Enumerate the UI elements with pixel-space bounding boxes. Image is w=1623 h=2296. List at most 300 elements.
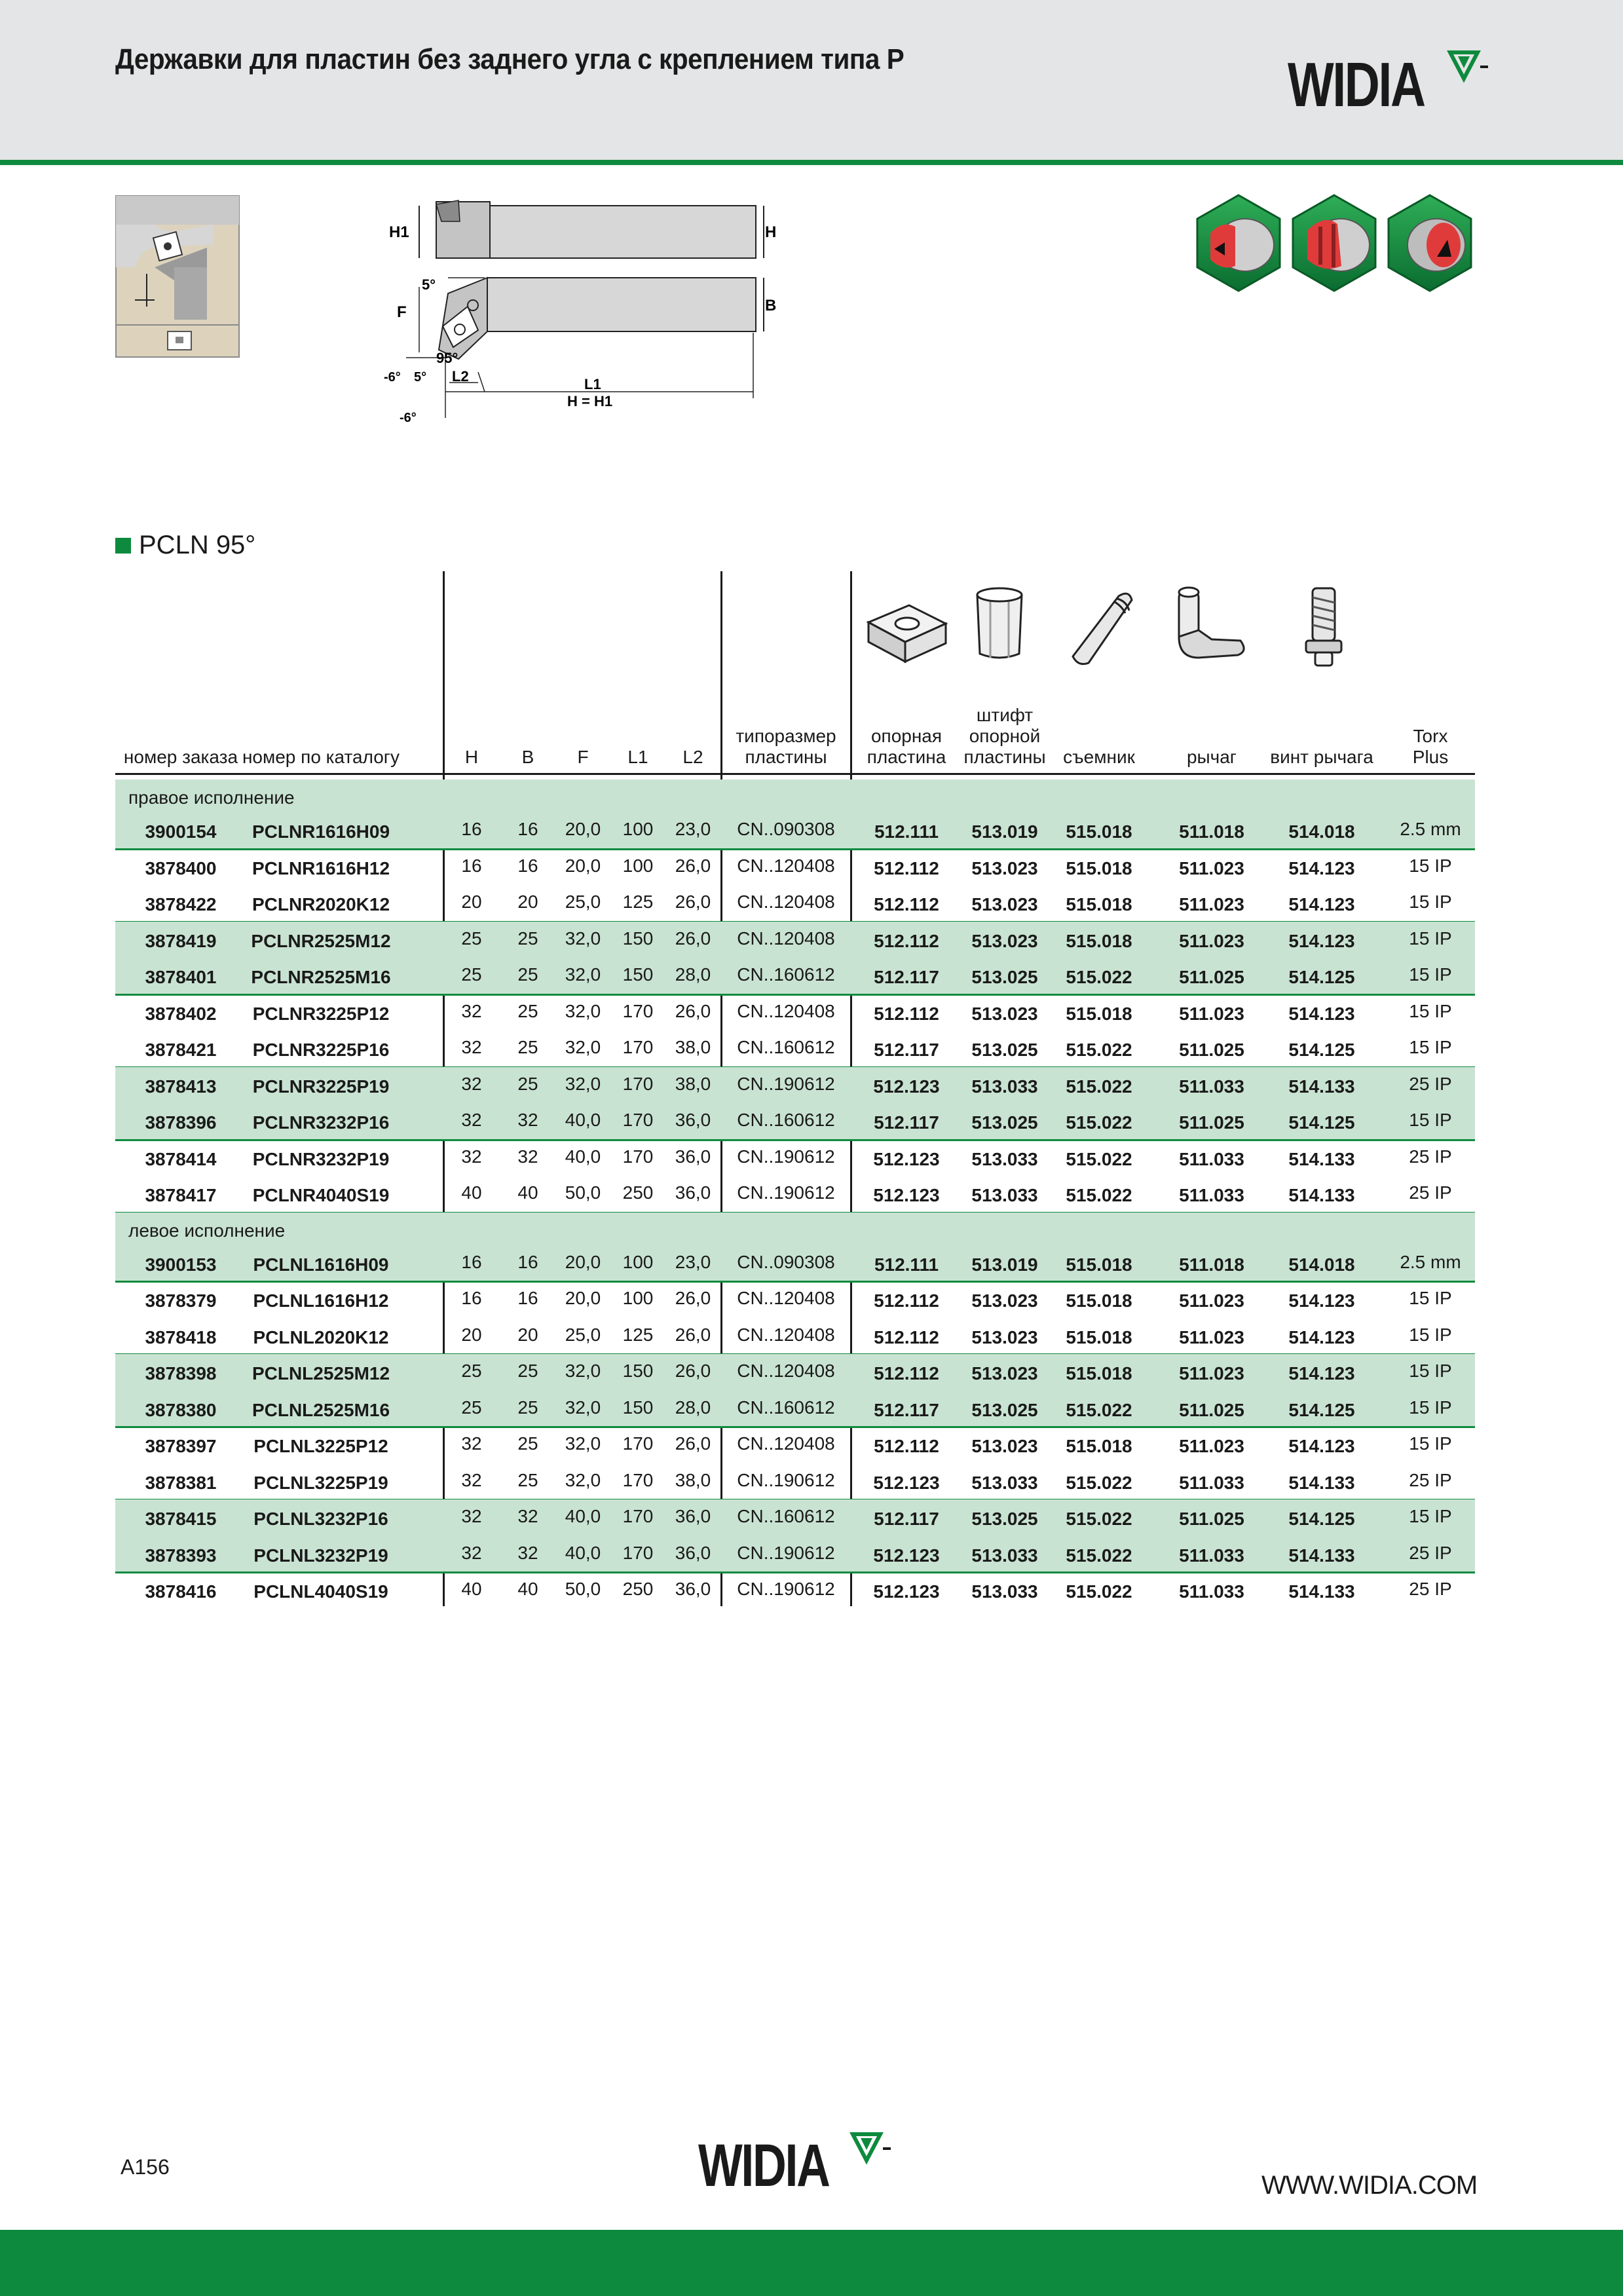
cell-b: 25 xyxy=(517,1037,538,1057)
cell-l2: 23,0 xyxy=(675,819,711,839)
column-header-l2: L2 xyxy=(682,747,703,767)
cell-f: 32,0 xyxy=(565,1073,601,1094)
cell-punch: 515.018 xyxy=(1066,1436,1132,1456)
cell-order: 3878418 xyxy=(145,1327,217,1347)
cell-catalog: PCLNL4040S19 xyxy=(253,1581,388,1602)
cell-insert: CN..120408 xyxy=(737,1433,835,1454)
cell-order: 3878402 xyxy=(145,1003,217,1024)
cell-h: 32 xyxy=(461,1542,482,1563)
cell-pin: 513.033 xyxy=(971,1581,1038,1602)
cell-torx: 25 IP xyxy=(1409,1146,1452,1167)
cell-pin: 513.023 xyxy=(971,1327,1038,1347)
cell-b: 25 xyxy=(517,1000,538,1021)
cell-h: 16 xyxy=(461,1288,482,1308)
cell-pin: 513.033 xyxy=(971,1148,1038,1169)
cell-l2: 26,0 xyxy=(675,855,711,876)
column-header-lever: рычаг xyxy=(1186,747,1237,767)
cell-f: 32,0 xyxy=(565,1361,601,1381)
cell-torx: 15 IP xyxy=(1409,1110,1452,1130)
column-header-insert: типоразмер пластины xyxy=(736,726,836,767)
cell-lever: 511.033 xyxy=(1179,1472,1244,1493)
tool-dimension-drawing xyxy=(380,195,777,431)
cell-screw: 514.133 xyxy=(1288,1472,1355,1493)
cell-f: 20,0 xyxy=(565,1251,601,1272)
cell-torx: 2.5 mm xyxy=(1400,1251,1461,1272)
cell-insert: CN..090308 xyxy=(737,819,835,839)
cell-l1: 250 xyxy=(622,1579,654,1599)
cell-lever: 511.023 xyxy=(1179,1003,1244,1024)
cell-punch: 515.022 xyxy=(1066,1581,1132,1602)
cell-catalog: PCLNL3225P19 xyxy=(253,1472,388,1493)
cell-shim: 512.112 xyxy=(874,930,939,951)
cell-lever: 511.025 xyxy=(1179,1509,1244,1529)
cell-pin: 513.025 xyxy=(971,1112,1038,1133)
cell-torx: 25 IP xyxy=(1409,1182,1452,1203)
cell-l2: 36,0 xyxy=(675,1506,711,1526)
cell-catalog: PCLNL3232P16 xyxy=(253,1509,388,1529)
column-header-screw: винт рычага xyxy=(1270,747,1373,767)
cell-lever: 511.023 xyxy=(1179,857,1244,878)
cell-l1: 170 xyxy=(622,1469,654,1490)
cell-pin: 513.023 xyxy=(971,857,1038,878)
cell-screw: 514.133 xyxy=(1288,1185,1355,1205)
cell-l2: 26,0 xyxy=(675,1324,711,1345)
cell-pin: 513.025 xyxy=(971,1509,1038,1529)
header-logo xyxy=(1288,50,1491,120)
cell-l1: 170 xyxy=(622,1037,654,1057)
cell-insert: CN..120408 xyxy=(737,1000,835,1021)
column-header-b: B xyxy=(521,747,534,767)
cell-screw: 514.018 xyxy=(1288,821,1355,842)
cell-torx: 15 IP xyxy=(1409,855,1452,876)
column-header-torx: Torx Plus xyxy=(1412,726,1449,767)
cell-pin: 513.019 xyxy=(971,1254,1038,1275)
cell-screw: 514.123 xyxy=(1288,1436,1355,1456)
cell-l1: 170 xyxy=(622,1110,654,1130)
cell-l1: 150 xyxy=(622,1397,654,1418)
cell-b: 32 xyxy=(517,1146,538,1167)
cell-screw: 514.125 xyxy=(1288,1399,1355,1420)
cell-insert: CN..120408 xyxy=(737,928,835,949)
cell-screw: 514.123 xyxy=(1288,930,1355,951)
cell-catalog: PCLNR3232P19 xyxy=(252,1148,390,1169)
cell-l2: 38,0 xyxy=(675,1037,711,1057)
cell-order: 3878398 xyxy=(145,1363,217,1383)
cell-h: 40 xyxy=(461,1579,482,1599)
cell-insert: CN..120408 xyxy=(737,892,835,912)
cell-catalog: PCLNL3225P12 xyxy=(253,1436,388,1456)
facing-icon xyxy=(1389,195,1471,291)
cell-lever: 511.025 xyxy=(1179,1399,1244,1420)
footer-logo xyxy=(698,2132,893,2199)
cell-catalog: PCLNR2020K12 xyxy=(252,894,390,914)
column-header-f: F xyxy=(577,747,589,767)
cell-insert: CN..160612 xyxy=(737,1397,835,1418)
cell-shim: 512.112 xyxy=(874,1327,939,1347)
cell-screw: 514.123 xyxy=(1288,1363,1355,1383)
cell-l1: 100 xyxy=(622,855,654,876)
cell-order: 3878381 xyxy=(145,1472,217,1493)
cell-order: 3878422 xyxy=(145,894,217,914)
cell-insert: CN..190612 xyxy=(737,1146,835,1167)
cell-order: 3878380 xyxy=(145,1399,217,1420)
cell-h: 16 xyxy=(461,1251,482,1272)
cell-screw: 514.123 xyxy=(1288,857,1355,878)
cell-l1: 100 xyxy=(622,1288,654,1308)
cell-l1: 250 xyxy=(622,1182,654,1203)
cell-f: 20,0 xyxy=(565,1288,601,1308)
cell-pin: 513.023 xyxy=(971,894,1038,914)
lever-screw-icon xyxy=(1301,583,1347,669)
cell-shim: 512.117 xyxy=(874,1399,939,1420)
row-group-divider xyxy=(115,1426,1475,1428)
footer-logo-wordmark: WIDIA xyxy=(698,2132,829,2199)
cell-b: 16 xyxy=(517,1288,538,1308)
cell-order: 3878400 xyxy=(145,857,217,878)
cell-shim: 512.111 xyxy=(874,821,939,842)
label-f: F xyxy=(397,303,407,321)
cell-order: 3878397 xyxy=(145,1436,217,1456)
cell-insert: CN..190612 xyxy=(737,1182,835,1203)
cell-f: 40,0 xyxy=(565,1506,601,1526)
cell-screw: 514.125 xyxy=(1288,967,1355,987)
cell-order: 3878421 xyxy=(145,1040,217,1060)
cell-screw: 514.133 xyxy=(1288,1545,1355,1566)
cell-punch: 515.022 xyxy=(1066,1399,1132,1420)
cell-b: 25 xyxy=(517,964,538,985)
cell-f: 40,0 xyxy=(565,1110,601,1130)
cell-b: 16 xyxy=(517,855,538,876)
cell-torx: 15 IP xyxy=(1409,1037,1452,1057)
profiling-icon xyxy=(1293,195,1375,291)
column-header-punch: съемник xyxy=(1063,747,1135,767)
cell-l2: 38,0 xyxy=(675,1469,711,1490)
cell-lever: 511.023 xyxy=(1179,1363,1244,1383)
label-angle-5-bottom: 5° xyxy=(414,370,427,385)
cell-pin: 513.023 xyxy=(971,1363,1038,1383)
cell-punch: 515.018 xyxy=(1066,930,1132,951)
cell-f: 32,0 xyxy=(565,1000,601,1021)
cell-l1: 150 xyxy=(622,1361,654,1381)
cell-insert: CN..120408 xyxy=(737,1361,835,1381)
cell-catalog: PCLNR3225P16 xyxy=(252,1040,390,1060)
cell-l1: 170 xyxy=(622,1000,654,1021)
cell-h: 20 xyxy=(461,892,482,912)
cell-catalog: PCLNL1616H12 xyxy=(253,1290,389,1311)
cell-l1: 170 xyxy=(622,1506,654,1526)
cell-b: 16 xyxy=(517,819,538,839)
cell-torx: 15 IP xyxy=(1409,1397,1452,1418)
page-title: Державки для пластин без заднего угла с креплением типа P xyxy=(115,43,905,75)
label-angle-95: 95° xyxy=(436,350,458,366)
cell-h: 32 xyxy=(461,1469,482,1490)
cell-insert: CN..160612 xyxy=(737,1110,835,1130)
cell-f: 25,0 xyxy=(565,892,601,912)
cell-torx: 25 IP xyxy=(1409,1469,1452,1490)
cell-shim: 512.123 xyxy=(873,1185,940,1205)
cell-insert: CN..120408 xyxy=(737,1288,835,1308)
cell-h: 25 xyxy=(461,928,482,949)
cell-torx: 15 IP xyxy=(1409,1324,1452,1345)
column-header-l1: L1 xyxy=(627,747,648,767)
cell-lever: 511.033 xyxy=(1179,1581,1244,1602)
cell-b: 25 xyxy=(517,928,538,949)
cell-l1: 100 xyxy=(622,819,654,839)
shim-pin-icon xyxy=(968,586,1031,664)
section-title-text: PCLN 95° xyxy=(139,531,256,559)
cell-screw: 514.125 xyxy=(1288,1112,1355,1133)
cell-h: 32 xyxy=(461,1037,482,1057)
label-angle-minus6-a: -6° xyxy=(384,370,401,385)
cell-f: 50,0 xyxy=(565,1182,601,1203)
cell-l2: 36,0 xyxy=(675,1579,711,1599)
cell-l2: 26,0 xyxy=(675,892,711,912)
cell-insert: CN..120408 xyxy=(737,1324,835,1345)
cell-catalog: PCLNL2525M12 xyxy=(252,1363,390,1383)
cell-l1: 125 xyxy=(622,1324,654,1345)
group-label: левое исполнение xyxy=(128,1220,286,1241)
cell-catalog: PCLNL2020K12 xyxy=(253,1327,389,1347)
cell-b: 32 xyxy=(517,1506,538,1526)
cell-order: 3878417 xyxy=(145,1185,217,1205)
cell-shim: 512.117 xyxy=(874,1509,939,1529)
footer-widia-triangle-icon xyxy=(851,2132,893,2168)
cell-insert: CN..190612 xyxy=(737,1469,835,1490)
cell-l1: 150 xyxy=(622,928,654,949)
cell-torx: 2.5 mm xyxy=(1400,819,1461,839)
column-header-pin: штифт опорной пластины xyxy=(963,705,1046,767)
cell-catalog: PCLNL1616H09 xyxy=(253,1254,389,1275)
cell-shim: 512.123 xyxy=(873,1472,940,1493)
row-group-divider xyxy=(115,848,1475,850)
row-group-divider xyxy=(115,1139,1475,1141)
group-label: правое исполнение xyxy=(128,787,295,808)
cell-shim: 512.112 xyxy=(874,857,939,878)
cell-torx: 15 IP xyxy=(1409,964,1452,985)
logo-wordmark: WIDIA xyxy=(1288,50,1425,120)
cell-f: 32,0 xyxy=(565,1397,601,1418)
cell-punch: 515.022 xyxy=(1066,1509,1132,1529)
cell-l2: 28,0 xyxy=(675,1397,711,1418)
row-group-divider xyxy=(115,994,1475,996)
cell-shim: 512.112 xyxy=(874,894,939,914)
cell-shim: 512.117 xyxy=(874,967,939,987)
cell-order: 3900153 xyxy=(145,1254,217,1275)
cell-punch: 515.022 xyxy=(1066,1185,1132,1205)
cell-l1: 170 xyxy=(622,1146,654,1167)
cell-torx: 15 IP xyxy=(1409,1000,1452,1021)
cell-torx: 15 IP xyxy=(1409,1506,1452,1526)
cell-f: 32,0 xyxy=(565,1469,601,1490)
cell-shim: 512.112 xyxy=(874,1290,939,1311)
shim-icon xyxy=(863,596,950,668)
label-h-equals-h1: H = H1 xyxy=(567,393,613,409)
footer-bar xyxy=(0,2230,1623,2296)
cell-l2: 26,0 xyxy=(675,1361,711,1381)
cell-h: 20 xyxy=(461,1324,482,1345)
cell-h: 16 xyxy=(461,819,482,839)
cell-pin: 513.023 xyxy=(971,1003,1038,1024)
cell-order: 3900154 xyxy=(145,821,217,842)
cell-order: 3878415 xyxy=(145,1509,217,1529)
cell-punch: 515.022 xyxy=(1066,1112,1132,1133)
cell-h: 40 xyxy=(461,1182,482,1203)
cell-pin: 513.025 xyxy=(971,1399,1038,1420)
cell-l2: 36,0 xyxy=(675,1146,711,1167)
cell-punch: 515.018 xyxy=(1066,894,1132,914)
cell-pin: 513.023 xyxy=(971,1436,1038,1456)
cell-l1: 125 xyxy=(622,892,654,912)
cell-l2: 26,0 xyxy=(675,928,711,949)
cell-punch: 515.022 xyxy=(1066,1148,1132,1169)
cell-b: 25 xyxy=(517,1361,538,1381)
cell-torx: 15 IP xyxy=(1409,928,1452,949)
cell-lever: 511.018 xyxy=(1179,821,1244,842)
cell-shim: 512.111 xyxy=(874,1254,939,1275)
cell-order: 3878393 xyxy=(145,1545,217,1566)
cell-order: 3878396 xyxy=(145,1112,217,1133)
cell-b: 25 xyxy=(517,1397,538,1418)
cell-catalog: PCLNR1616H12 xyxy=(252,857,390,878)
cell-punch: 515.018 xyxy=(1066,1003,1132,1024)
cell-b: 40 xyxy=(517,1182,538,1203)
label-h1: H1 xyxy=(389,223,409,241)
label-l1: L1 xyxy=(584,376,601,392)
cell-f: 32,0 xyxy=(565,1433,601,1454)
cell-lever: 511.018 xyxy=(1179,1254,1244,1275)
cell-f: 40,0 xyxy=(565,1146,601,1167)
cell-torx: 25 IP xyxy=(1409,1073,1452,1094)
cell-order: 3878414 xyxy=(145,1148,217,1169)
cell-shim: 512.117 xyxy=(874,1040,939,1060)
cell-h: 32 xyxy=(461,1506,482,1526)
cell-lever: 511.023 xyxy=(1179,894,1244,914)
cell-punch: 515.022 xyxy=(1066,1076,1132,1097)
cell-f: 32,0 xyxy=(565,964,601,985)
cell-f: 50,0 xyxy=(565,1579,601,1599)
cell-pin: 513.025 xyxy=(971,1040,1038,1060)
cell-l2: 36,0 xyxy=(675,1110,711,1130)
cell-b: 32 xyxy=(517,1542,538,1563)
section-marker xyxy=(115,538,131,554)
cell-l1: 170 xyxy=(622,1073,654,1094)
cell-b: 20 xyxy=(517,1324,538,1345)
column-header-h: H xyxy=(464,747,479,767)
cell-b: 32 xyxy=(517,1110,538,1130)
cell-order: 3878416 xyxy=(145,1581,217,1602)
cell-insert: CN..190612 xyxy=(737,1579,835,1599)
cell-pin: 513.033 xyxy=(971,1545,1038,1566)
cell-screw: 514.133 xyxy=(1288,1148,1355,1169)
cell-catalog: PCLNR3225P12 xyxy=(252,1003,390,1024)
cell-insert: CN..120408 xyxy=(737,855,835,876)
cell-h: 32 xyxy=(461,1433,482,1454)
cell-pin: 513.025 xyxy=(971,967,1038,987)
cell-f: 32,0 xyxy=(565,928,601,949)
cell-h: 32 xyxy=(461,1073,482,1094)
cell-screw: 514.123 xyxy=(1288,894,1355,914)
column-header-order: номер заказа xyxy=(123,747,238,767)
cell-punch: 515.022 xyxy=(1066,1472,1132,1493)
cell-catalog: PCLNR3232P16 xyxy=(252,1112,390,1133)
tool-holder-thumbnail xyxy=(115,195,240,358)
cell-lever: 511.033 xyxy=(1179,1148,1244,1169)
cell-l2: 26,0 xyxy=(675,1000,711,1021)
cell-torx: 25 IP xyxy=(1409,1542,1452,1563)
cell-l2: 26,0 xyxy=(675,1288,711,1308)
cell-l2: 36,0 xyxy=(675,1182,711,1203)
cell-lever: 511.023 xyxy=(1179,1290,1244,1311)
cell-punch: 515.018 xyxy=(1066,1290,1132,1311)
cell-catalog: PCLNL2525M16 xyxy=(252,1399,390,1420)
cell-l2: 26,0 xyxy=(675,1433,711,1454)
cell-shim: 512.123 xyxy=(873,1076,940,1097)
cell-shim: 512.123 xyxy=(873,1148,940,1169)
cell-lever: 511.025 xyxy=(1179,967,1244,987)
cell-f: 25,0 xyxy=(565,1324,601,1345)
cell-torx: 15 IP xyxy=(1409,1433,1452,1454)
row-group-divider xyxy=(115,1571,1475,1573)
cell-shim: 512.117 xyxy=(874,1112,939,1133)
widia-triangle-icon xyxy=(1449,50,1491,86)
cell-h: 32 xyxy=(461,1146,482,1167)
cell-torx: 15 IP xyxy=(1409,1361,1452,1381)
cell-catalog: PCLNR2525M12 xyxy=(251,930,391,951)
longitudinal-turning-icon xyxy=(1197,195,1280,291)
cell-b: 40 xyxy=(517,1579,538,1599)
cell-h: 16 xyxy=(461,855,482,876)
cell-screw: 514.123 xyxy=(1288,1003,1355,1024)
cell-shim: 512.123 xyxy=(873,1581,940,1602)
cell-h: 25 xyxy=(461,1361,482,1381)
label-angle-minus6-b: -6° xyxy=(400,411,417,425)
cell-l2: 38,0 xyxy=(675,1073,711,1094)
cell-order: 3878379 xyxy=(145,1290,217,1311)
cell-lever: 511.033 xyxy=(1179,1185,1244,1205)
cell-insert: CN..160612 xyxy=(737,1037,835,1057)
cell-lever: 511.033 xyxy=(1179,1076,1244,1097)
cell-order: 3878413 xyxy=(145,1076,217,1097)
cell-lever: 511.033 xyxy=(1179,1545,1244,1566)
cell-pin: 513.033 xyxy=(971,1472,1038,1493)
cell-h: 25 xyxy=(461,1397,482,1418)
website-url[interactable]: WWW.WIDIA.COM xyxy=(1261,2171,1478,2200)
label-b: B xyxy=(765,297,777,314)
cell-lever: 511.023 xyxy=(1179,1436,1244,1456)
cell-punch: 515.018 xyxy=(1066,821,1132,842)
cell-punch: 515.022 xyxy=(1066,967,1132,987)
cell-screw: 514.133 xyxy=(1288,1581,1355,1602)
cell-shim: 512.112 xyxy=(874,1436,939,1456)
column-header-shim: опорная пластина xyxy=(867,726,946,767)
cell-catalog: PCLNR4040S19 xyxy=(252,1185,390,1205)
cell-insert: CN..160612 xyxy=(737,1506,835,1526)
cell-catalog: PCLNL3232P19 xyxy=(253,1545,388,1566)
cell-order: 3878419 xyxy=(145,930,217,951)
row-group-divider xyxy=(115,1281,1475,1283)
cell-shim: 512.112 xyxy=(874,1003,939,1024)
page-number: A156 xyxy=(121,2155,170,2179)
cell-h: 32 xyxy=(461,1110,482,1130)
cell-f: 20,0 xyxy=(565,855,601,876)
section-title xyxy=(115,531,255,560)
cell-punch: 515.018 xyxy=(1066,1327,1132,1347)
cell-lever: 511.025 xyxy=(1179,1112,1244,1133)
cell-screw: 514.018 xyxy=(1288,1254,1355,1275)
cell-insert: CN..090308 xyxy=(737,1251,835,1272)
cell-l1: 170 xyxy=(622,1542,654,1563)
cell-l1: 170 xyxy=(622,1433,654,1454)
